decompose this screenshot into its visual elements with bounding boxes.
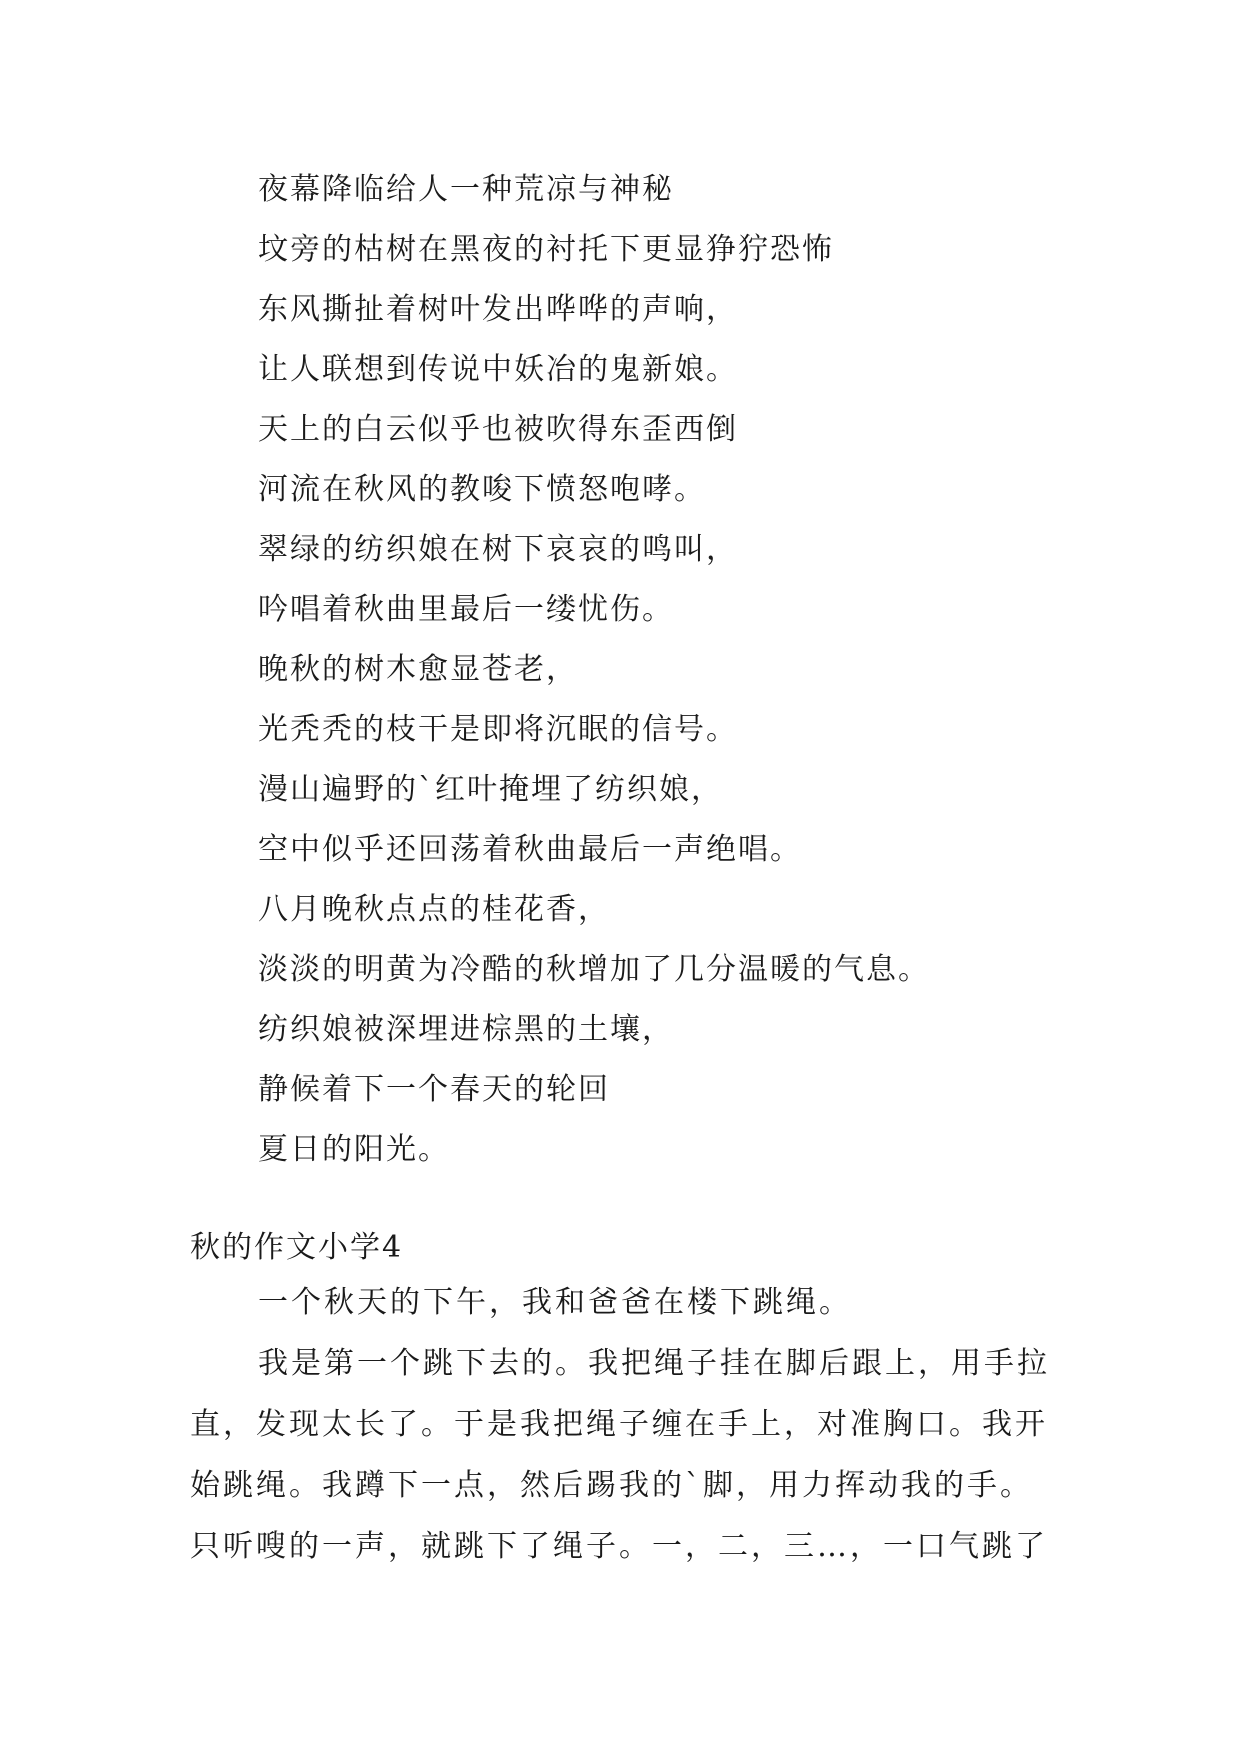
poem-line: 空中似乎还回荡着秋曲最后一声绝唱。 [258,832,802,867]
poem-line: 夏日的阳光。 [258,1132,450,1167]
essay-paragraphs [190,1272,1060,1577]
poem-line: 河流在秋风的教唆下愤怒咆哮。 [258,472,706,507]
essay-line: 我是第一个跳下去的。我把绳子挂在脚后跟上，用手拉 [258,1346,1050,1381]
poem-line: 静候着下一个春天的轮回 [258,1072,610,1107]
poem-line: 翠绿的纺织娘在树下哀哀的鸣叫， [258,532,738,567]
poem-line: 吟唱着秋曲里最后一缕忧伤。 [258,592,674,627]
poem-line: 八月晚秋点点的桂花香， [258,892,610,927]
poem [258,160,930,1180]
essay-line: 始跳绳。我蹲下一点，然后踢我的`脚，用力挥动我的手。 [190,1468,1033,1503]
poem-line: 纺织娘被深埋进棕黑的土壤， [258,1012,674,1047]
poem-line: 坟旁的枯树在黑夜的衬托下更显狰狞恐怖 [258,232,834,267]
poem-line: 天上的白云似乎也被吹得东歪西倒 [258,412,738,447]
poem-line: 光秃秃的枝干是即将沉眠的信号。 [258,712,738,747]
essay-line: 一个秋天的下午，我和爸爸在楼下跳绳。 [258,1285,852,1320]
essay-line: 直，发现太长了。于是我把绳子缠在手上，对准胸口。我开 [190,1407,1048,1442]
poem-line: 夜幕降临给人一种荒凉与神秘 [258,172,674,207]
section-heading: 秋的作文小学4 [190,1230,404,1265]
poem-line: 漫山遍野的`红叶掩埋了纺织娘， [258,772,723,807]
poem-line: 晚秋的树木愈显苍老， [258,652,578,687]
essay-line: 只听嗖的一声，就跳下了绳子。一，二，三…，一口气跳了 [190,1529,1048,1564]
poem-line: 让人联想到传说中妖冶的鬼新娘。 [258,352,738,387]
poem-line: 淡淡的明黄为冷酷的秋增加了几分温暖的气息。 [258,952,930,987]
poem-line: 东风撕扯着树叶发出哗哗的声响， [258,292,738,327]
